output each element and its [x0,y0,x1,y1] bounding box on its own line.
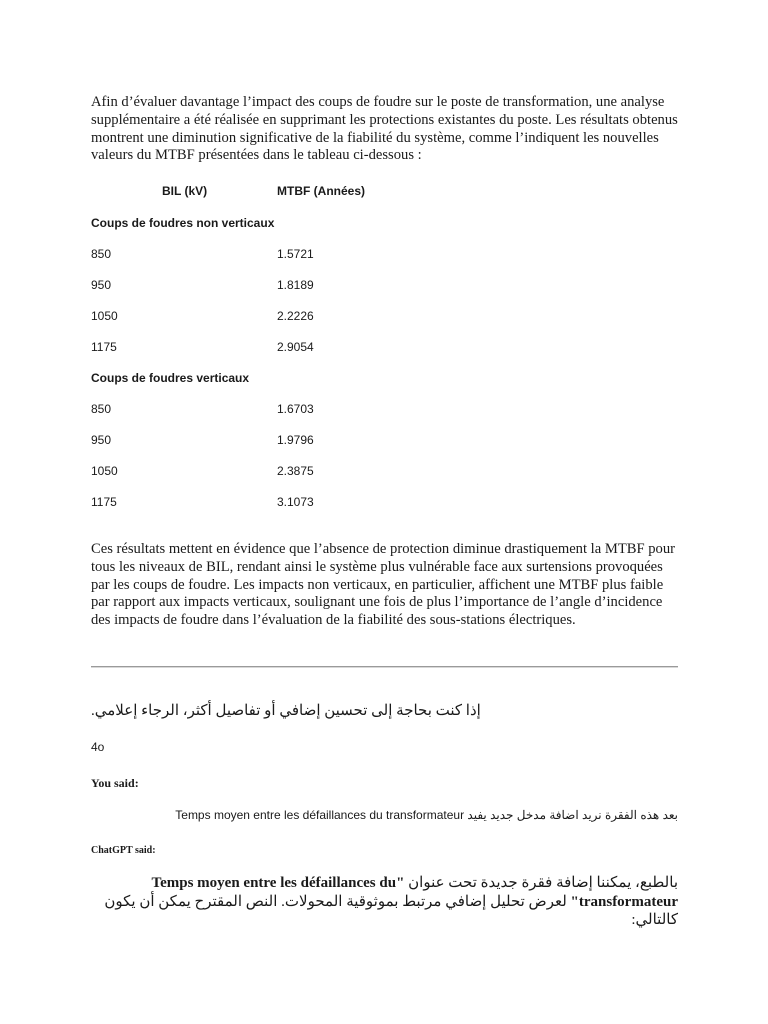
table-header-bil: BIL (kV) [162,184,208,198]
section-title-vertical: Coups de foudres verticaux [91,371,250,385]
table-cell-mtbf: 2.3875 [277,464,314,478]
chatgpt-said-label: ChatGPT said: [91,845,156,856]
user-request-text: بعد هذه الفقرة نريد اضافة مدخل جديد يفيد Temps moyen entre les défaillances du transformateur [175,808,678,822]
table-cell-bil: 850 [91,402,112,416]
answer-prefix: بالطبع، يمكننا إضافة فقرة جديدة تحت عنوان [404,875,678,891]
section-title-non-vertical: Coups de foudres non verticaux [91,216,275,230]
table-cell-mtbf: 1.6703 [277,402,314,416]
table-cell-bil: 1050 [91,309,118,323]
table-cell-bil: 850 [91,247,112,261]
table-cell-mtbf: 1.5721 [277,247,314,261]
table-cell-mtbf: 2.9054 [277,340,314,354]
horizontal-divider [91,666,678,668]
answer-bold-title: "Temps moyen entre les défaillances du transformateur" [151,875,678,910]
table-cell-bil: 1175 [91,340,117,354]
table-cell-bil: 950 [91,278,112,292]
table-cell-mtbf: 2.2226 [277,309,314,323]
model-label: 4o [91,740,105,754]
answer-suffix: لعرض تحليل إضافي مرتبط بموثوقية المحولات. النص المقترح يمكن أن يكون كالتالي: [104,893,678,928]
table-header-mtbf: MTBF (Années) [277,184,365,198]
table-cell-bil: 950 [91,433,112,447]
table-cell-mtbf: 1.8189 [277,278,314,292]
arabic-followup-text: إذا كنت بحاجة إلى تحسين إضافي أو تفاصيل أكثر، الرجاء إعلامي. [91,703,481,719]
table-cell-bil: 1050 [91,464,118,478]
you-said-label: You said: [91,776,139,790]
table-cell-mtbf: 3.1073 [277,495,314,509]
table-cell-bil: 1175 [91,495,117,509]
assistant-answer-text [91,874,678,930]
intro-paragraph: Afin d’évaluer davantage l’impact des coups de foudre sur le poste de transformation, une analyse supplémentaire a été réalisée en supprimant les protections existantes du poste. Les résultats obtenus montrent une diminution significative de la fiabilité du système, comme l’indiquent les nouvelles valeurs du MTBF présentées dans le tableau ci-dessous : [91,94,678,164]
table-cell-mtbf: 1.9796 [277,433,314,447]
conclusion-paragraph: Ces résultats mettent en évidence que l’absence de protection diminue drastiquement la MTBF pour tous les niveaux de BIL, rendant ainsi le système plus vulnérable face aux surtensions provoquées par les coups de foudre. Les impacts non verticaux, en particulier, affichent une MTBF plus faible par rapport aux impacts verticaux, soulignant une fois de plus l’importance de l’angle d’incidence des impacts de foudre dans l’évaluation de la fiabilité des sous-stations électriques. [91,541,675,629]
